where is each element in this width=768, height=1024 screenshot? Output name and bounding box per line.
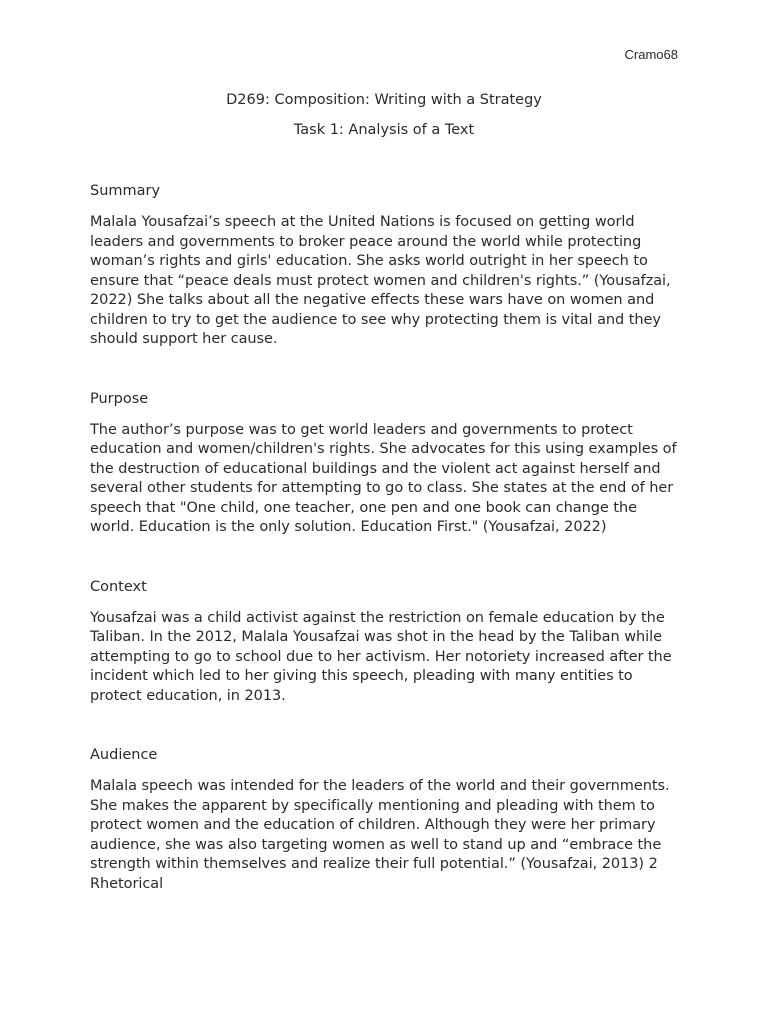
course-title: D269: Composition: Writing with a Strategy [226, 92, 542, 108]
summary-text: Malala Yousafzai’s speech at the United Nations is focused on getting world leaders and governments to broker peace around the world while protecting woman’s rights and girls' education. She asks world outright in her speech to ensure that “peace deals must protect women and children's rights.” (Yousafzai, 2022) She talks about all the negative effects these wars have on women and children to try to get the audience to see why protecting them is vital and they should support her cause. [90, 214, 671, 347]
task-title: Task 1: Analysis of a Text [293, 122, 475, 138]
purpose-section [90, 390, 680, 538]
summary-section [90, 182, 680, 350]
author-username: Cramo68 [624, 47, 678, 62]
purpose-text: The author’s purpose was to get world leaders and governments to protect education and women/children's rights. She advocates for this using examples of the destruction of educational buildings and the violent act against herself and several other students for attempting to go to class. She states at the end of her speech that "One child, one teacher, one pen and one book can change the world. Education is the only solution. Education First." (Yousafzai, 2022) [90, 421, 677, 535]
audience-heading: Audience [90, 747, 158, 763]
summary-heading: Summary [90, 183, 161, 199]
context-text: Yousafzai was a child activist against the restriction on female education by the Taliban. In the 2012, Malala Yousafzai was shot in the head by the Taliban while attempting to go to school due to her activism. Her notoriety increased after the incident which led to her giving this speech, pleading with many entities to protect education, in 2013. [90, 609, 672, 704]
audience-text: Malala speech was intended for the leaders of the world and their governments. She makes the apparent by specifically mentioning and pleading with them to protect women and the education of children. Although they were her primary audience, she was also targeting women as well to stand up and “embrace the strength within themselves and realize their full potential.” (Yousafzai, 2013) 2 Rhetorical [90, 778, 670, 892]
document-body [90, 182, 680, 894]
purpose-heading: Purpose [90, 390, 149, 407]
context-heading: Context [90, 578, 147, 595]
context-section [90, 578, 680, 707]
audience-section [90, 746, 680, 894]
